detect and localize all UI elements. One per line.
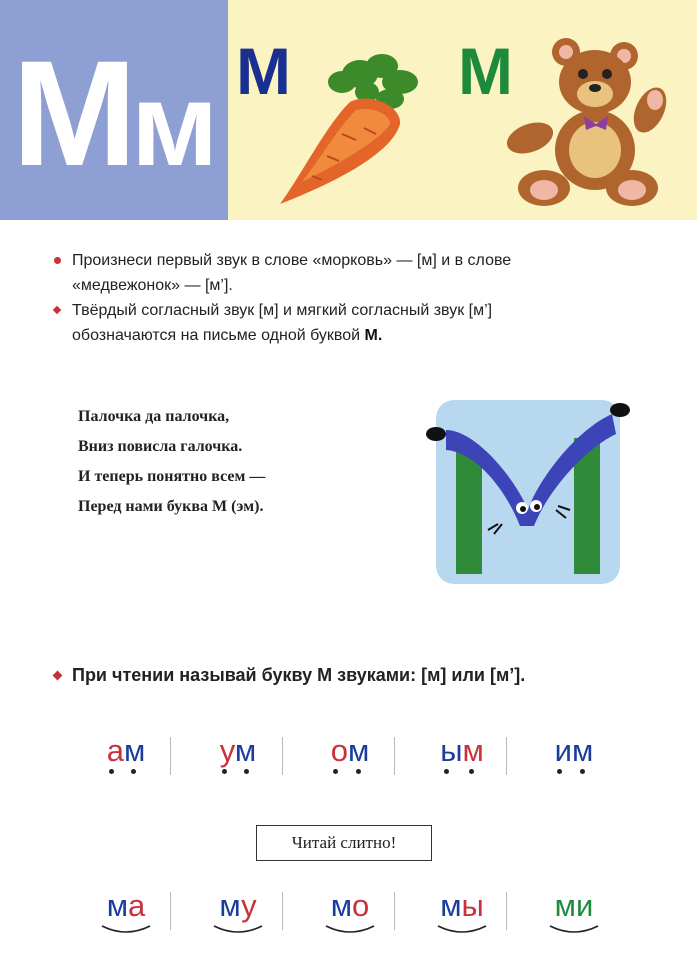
divider — [170, 737, 171, 775]
syllable-vowel: у — [219, 733, 235, 768]
syllable-vowel: о — [330, 733, 348, 768]
syllable-dots — [182, 769, 294, 781]
divider — [506, 737, 507, 775]
syllable-consonant: м — [234, 733, 257, 768]
syllable-vowel: а — [106, 733, 124, 768]
divider — [282, 892, 283, 930]
carrot-icon — [272, 44, 452, 214]
syllable-consonant: м — [123, 733, 146, 768]
letter-m-character-icon — [416, 390, 642, 590]
syllable — [406, 888, 518, 936]
syllable-vowel: и — [575, 888, 594, 923]
merge-arc-icon — [432, 924, 492, 936]
syllable-consonant: м — [462, 733, 484, 768]
syllable — [294, 888, 406, 936]
merge-arc-icon — [320, 924, 380, 936]
poem-line: Вниз повисла галочка. — [78, 438, 243, 455]
header-banner — [0, 0, 697, 220]
poem-line: Палочка да палочка, — [78, 408, 230, 425]
syllable-vowel: о — [352, 888, 370, 923]
big-letter-upper: М — [12, 29, 131, 197]
reading-rule — [52, 665, 525, 686]
syllables-row-direct — [70, 888, 630, 936]
divider — [394, 892, 395, 930]
syllable-consonant: м — [572, 733, 594, 768]
syllable-vowel: а — [128, 888, 146, 923]
bullet-1-line-2: «медвежонок» — [м’]. — [72, 277, 233, 294]
syllable-dots — [294, 769, 406, 781]
merge-arc-icon — [208, 924, 268, 936]
syllable — [518, 733, 630, 781]
syllable — [406, 733, 518, 781]
bullet-diamond-icon — [53, 306, 61, 314]
syllable-vowel: ы — [461, 888, 484, 923]
poem — [78, 402, 265, 522]
letter-m-green: М — [458, 34, 513, 108]
poem-line: И теперь понятно всем — — [78, 468, 266, 485]
divider — [170, 892, 171, 930]
syllable — [70, 733, 182, 781]
big-letter-lower: м — [130, 59, 213, 191]
syllable-consonant: м — [440, 888, 462, 923]
syllable-vowel: у — [241, 888, 257, 923]
syllable — [518, 888, 630, 936]
syllable-dots — [70, 769, 182, 781]
syllable — [294, 733, 406, 781]
syllables-row-reverse — [70, 733, 630, 781]
syllable — [182, 888, 294, 936]
syllable-consonant: м — [330, 888, 353, 923]
syllable-consonant: м — [219, 888, 242, 923]
merge-arc-icon — [96, 924, 156, 936]
letter-m-blue: М — [236, 34, 291, 108]
syllable — [70, 888, 182, 936]
bullet-2-bold-letter: М. — [364, 327, 383, 344]
merge-arc-icon — [544, 924, 604, 936]
reading-rule-text: При чтении называй букву М звуками: [м] или [м’]. — [72, 665, 526, 685]
bullet-dot-icon — [54, 257, 61, 264]
syllable-dots — [406, 769, 518, 781]
bullet-2-line-1: Твёрдый согласный звук [м] и мягкий согласный звук [м’] — [72, 302, 493, 319]
syllable — [182, 733, 294, 781]
info-bullets — [52, 248, 652, 348]
syllable-consonant: м — [106, 888, 129, 923]
bullet-diamond-icon — [53, 671, 63, 681]
bullet-sound — [52, 248, 652, 298]
bullet-letter — [52, 298, 652, 348]
big-letters — [12, 29, 213, 200]
syllable-consonant: м — [554, 888, 576, 923]
divider — [394, 737, 395, 775]
teddy-bear-icon — [500, 38, 672, 210]
divider — [282, 737, 283, 775]
syllable-dots — [518, 769, 630, 781]
syllable-consonant: м — [347, 733, 370, 768]
syllable-vowel: и — [554, 733, 572, 768]
read-together-label: Читай слитно! — [256, 825, 432, 861]
divider — [506, 892, 507, 930]
syllable-vowel: ы — [440, 733, 463, 768]
bullet-2-line-2: обозначаются на письме одной буквой — [72, 327, 365, 344]
poem-line: Перед нами буква М (эм). — [78, 498, 264, 515]
bullet-1-line-1: Произнеси первый звук в слове «морковь» — [м] и в слове — [72, 252, 512, 269]
